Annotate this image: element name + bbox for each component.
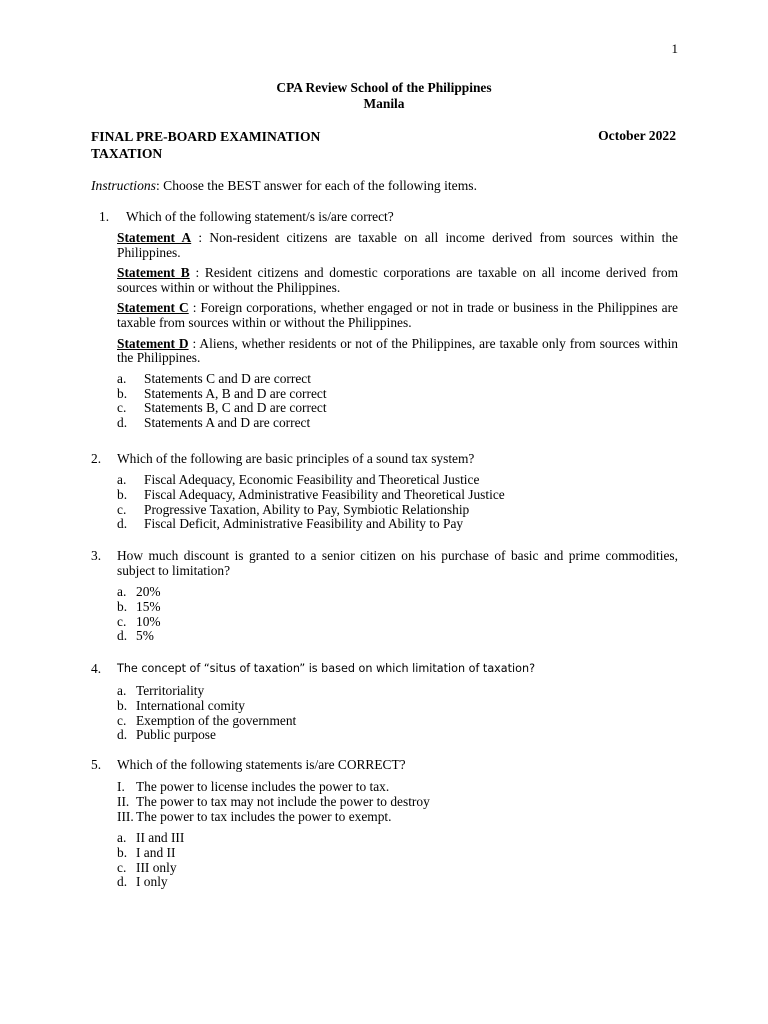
question-3	[91, 548, 678, 644]
question-2	[91, 451, 678, 532]
choice-list	[117, 831, 678, 890]
exam-subject: TAXATION	[91, 146, 163, 161]
document-header	[0, 80, 768, 111]
choice-b: b. Fiscal Adequacy, Administrative Feasibility and Theoretical Justice	[117, 486, 505, 502]
question-text: How much discount is granted to a senior citizen on his purchase of basic and prime commodities, subject to limitation?	[117, 548, 678, 578]
question-text: Which of the following statement/s is/are correct?	[126, 209, 394, 224]
instructions	[91, 178, 477, 193]
question-number: 3.	[91, 548, 102, 563]
roman-item-3: III. The power to tax includes the power to exempt.	[117, 809, 392, 824]
choice-list	[117, 585, 678, 644]
choice-c: c. 10%	[117, 613, 161, 629]
instructions-text: : Choose the BEST answer for each of the following items.	[155, 178, 477, 193]
statement-a	[117, 231, 678, 260]
choice-b: b. International comity	[117, 697, 245, 713]
question-text: Which of the following are basic principles of a sound tax system?	[117, 451, 475, 466]
question-text: The concept of “situs of taxation” is based on which limitation of taxation?	[117, 662, 536, 675]
choice-b: b. I and II	[117, 844, 176, 860]
choice-a: a. II and III	[117, 830, 185, 845]
choice-d: d. Fiscal Deficit, Administrative Feasibility and Ability to Pay	[117, 516, 464, 532]
choice-a: a. Territoriality	[117, 683, 205, 698]
choice-list	[117, 473, 678, 532]
choice-c: c. Statements B, C and D are correct	[117, 400, 327, 416]
statement-text: : Aliens, whether residents or not of the Philippines, are taxable only from sources within the Philippines.	[117, 335, 678, 366]
exam-title: FINAL PRE-BOARD EXAMINATION	[91, 129, 321, 144]
choice-b: b. Statements A, B and D are correct	[117, 385, 327, 401]
choice-d: d. 5%	[117, 628, 154, 644]
choice-d: d. I only	[117, 874, 168, 890]
question-number: 4.	[91, 661, 102, 676]
instructions-label: Instructions	[91, 178, 156, 193]
question-number: 5.	[91, 757, 102, 772]
statement-c	[117, 301, 678, 330]
choice-c: c. Exemption of the government	[117, 712, 297, 728]
question-text: Which of the following statements is/are CORRECT?	[117, 757, 406, 772]
exam-title-block	[91, 128, 320, 162]
school-name: CPA Review School of the Philippines	[276, 80, 492, 95]
question-number: 2.	[91, 451, 102, 466]
roman-item-1: I. The power to license includes the power to tax.	[117, 779, 390, 794]
question-number: 1.	[99, 209, 110, 224]
choice-c: c. III only	[117, 859, 177, 875]
choice-list	[117, 684, 678, 743]
school-city: Manila	[363, 95, 405, 111]
statement-b	[117, 266, 678, 295]
question-5	[91, 757, 678, 890]
choice-d: d. Public purpose	[117, 727, 216, 743]
choice-list	[117, 372, 678, 431]
statement-label: Statement A	[117, 230, 192, 245]
statement-text: : Foreign corporations, whether engaged or not in trade or business in the Philippines are taxable from sources within or without the Philippines.	[117, 300, 678, 330]
statement-label: Statement B	[117, 265, 190, 281]
exam-date: October 2022	[598, 128, 676, 143]
statement-text: : Resident citizens and domestic corporations are taxable on all income derived from sources within or without the Philippines.	[117, 265, 678, 295]
statement-label: Statement D	[117, 335, 189, 351]
roman-item-2: II. The power to tax may not include the power to destroy	[117, 794, 430, 809]
choice-d: d. Statements A and D are correct	[117, 415, 311, 431]
statement-label: Statement C	[117, 300, 189, 316]
statement-text: : Non-resident citizens are taxable on all income derived from sources within the Philippines.	[117, 230, 678, 260]
choice-c: c. Progressive Taxation, Ability to Pay, Symbiotic Relationship	[117, 501, 470, 517]
choice-a: a. Statements C and D are correct	[117, 370, 311, 386]
roman-list	[117, 779, 678, 824]
question-1	[91, 209, 678, 431]
statement-d	[117, 337, 678, 366]
question-4	[91, 661, 678, 743]
page-number: 1	[671, 41, 678, 56]
choice-a: a. 20%	[117, 584, 161, 599]
choice-b: b. 15%	[117, 598, 161, 614]
choice-a: a. Fiscal Adequacy, Economic Feasibility and Theoretical Justice	[117, 472, 480, 487]
